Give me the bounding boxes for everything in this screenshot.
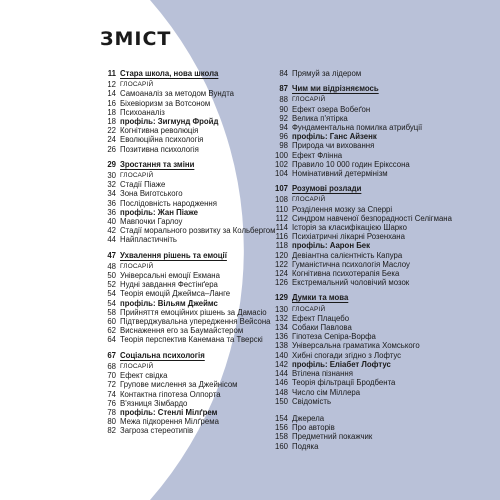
- toc-entry: [100, 417, 280, 426]
- toc-entry: [100, 108, 280, 117]
- toc-entry: [100, 235, 280, 244]
- profile-entry: [100, 117, 280, 126]
- entry-title: Ефект озера Вобеґон: [292, 104, 371, 114]
- entry-title: Свідомість: [292, 396, 332, 406]
- profile-entry: [272, 132, 467, 141]
- page-number: 72: [107, 380, 116, 390]
- entry-title: Когнітивна психотерапія Бека: [292, 269, 400, 279]
- entry-title: Прямуй за лідером: [292, 69, 362, 78]
- toc-entry: [100, 180, 280, 189]
- page-number: 64: [107, 335, 116, 345]
- toc-entry: [100, 135, 280, 144]
- entry-title: Групове мислення за Джейнісом: [120, 380, 238, 390]
- toc-entry: [272, 114, 467, 123]
- page-number: 12: [107, 80, 116, 90]
- entry-title: Природа чи виховання: [292, 141, 375, 151]
- page-number: 120: [274, 250, 288, 260]
- entry-title: профіль: Жан Піаже: [120, 207, 198, 217]
- entry-title: Психіатричні лікарні Розенхана: [292, 232, 405, 242]
- page-number: 150: [274, 396, 288, 406]
- page-number: 29: [107, 159, 116, 169]
- page-title: ЗМІСТ: [100, 28, 172, 50]
- page-number: 42: [107, 226, 116, 236]
- page-number: 60: [107, 317, 116, 327]
- entry-title: Позитивна психологія: [120, 144, 199, 154]
- page-number: 82: [107, 426, 116, 436]
- glossary-entry: [272, 95, 467, 104]
- entry-title: Девіантна салієнтність Капура: [292, 250, 403, 260]
- entry-title: Собаки Павлова: [292, 323, 352, 333]
- toc-entry: [100, 89, 280, 98]
- entry-title: Номінативний детермінізм: [292, 169, 388, 179]
- entry-title: ГЛОСАРІЙ: [120, 262, 154, 270]
- page-number: 92: [279, 113, 288, 123]
- entry-title: Самоаналіз за методом Вундта: [120, 89, 235, 99]
- page-number: 18: [107, 117, 116, 127]
- page-number: 78: [107, 407, 116, 417]
- page-number: 114: [275, 223, 288, 233]
- entry-title: Ефект Плацебо: [292, 313, 350, 323]
- toc-entry: [100, 145, 280, 154]
- page-number: 14: [107, 89, 116, 99]
- entry-title: Підтверджувальна упередження Вейсона: [120, 317, 271, 327]
- page-number: 76: [107, 398, 116, 408]
- page-number: 70: [107, 371, 116, 381]
- page-number: 18: [107, 107, 116, 117]
- entry-title: ГЛОСАРІЙ: [120, 172, 154, 180]
- entry-title: Про авторів: [292, 423, 335, 433]
- glossary-entry: [100, 362, 280, 371]
- toc-entry: [272, 223, 467, 232]
- page-number: 148: [274, 387, 288, 397]
- chapter-header: [100, 160, 280, 169]
- toc-entry: [272, 260, 467, 269]
- entry-title: Велика п'ятірка: [292, 113, 348, 123]
- chapter-header: [272, 84, 467, 93]
- page-number: 36: [107, 198, 116, 208]
- entry-title: Універсальні емоції Екмана: [120, 271, 220, 281]
- entry-title: ГЛОСАРІЙ: [292, 305, 326, 313]
- page-number: 107: [274, 184, 288, 194]
- entry-title: Історія за класифікацією Шарко: [292, 223, 407, 233]
- page-number: 134: [274, 323, 288, 333]
- entry-title: Ефект Флінна: [292, 150, 343, 160]
- page-number: 132: [274, 313, 288, 323]
- entry-title: ГЛОСАРІЙ: [292, 196, 326, 204]
- page-number: 47: [107, 250, 116, 260]
- entry-title: Думки та мова: [292, 293, 349, 303]
- entry-title: профіль: Стенлі Мілґрем: [120, 407, 218, 417]
- page-number: 160: [274, 441, 288, 451]
- entry-title: профіль: Еліабет Лофтус: [292, 359, 391, 369]
- entry-title: профіль: Зигмунд Фройд: [120, 117, 219, 127]
- toc-entry: [272, 232, 467, 241]
- toc-entry: [272, 351, 467, 360]
- toc-entry: [100, 126, 280, 135]
- chapter-header: [100, 251, 280, 260]
- profile-entry: [100, 208, 280, 217]
- page-number: 67: [107, 350, 116, 360]
- page-number: 62: [107, 326, 116, 336]
- toc-entry: [100, 99, 280, 108]
- profile-entry: [272, 241, 467, 250]
- page-number: 40: [107, 217, 116, 227]
- entry-title: Теорія емоцій Джеймса–Ланге: [120, 289, 231, 299]
- profile-entry: [272, 360, 467, 369]
- toc-entry: [272, 341, 467, 350]
- profile-entry: [100, 408, 280, 417]
- chapter-header: [100, 351, 280, 360]
- toc-entry: [100, 371, 280, 380]
- entry-title: Хибні спогади згідно з Лофтус: [292, 350, 402, 360]
- entry-title: Універсальна граматика Хомського: [292, 341, 420, 351]
- toc-entry: [100, 399, 280, 408]
- page-number: 90: [279, 104, 288, 114]
- chapter-section: [100, 351, 280, 436]
- toc-entry: [100, 189, 280, 198]
- toc-entry: [272, 251, 467, 260]
- page-number: 122: [274, 259, 288, 269]
- entry-title: Число сім Міллера: [292, 387, 361, 397]
- page-number: 104: [274, 169, 288, 179]
- toc-entry: [272, 432, 467, 441]
- toc-entry: [100, 271, 280, 280]
- page-number: 22: [107, 126, 116, 136]
- page-number: 74: [107, 389, 116, 399]
- entry-title: Психоаналіз: [120, 107, 165, 117]
- entry-title: Стадії Піаже: [120, 180, 166, 190]
- entry-title: Еволюційна психологія: [120, 135, 204, 145]
- toc-entry: [272, 69, 467, 78]
- toc-entry: [272, 388, 467, 397]
- page-number: 138: [274, 341, 288, 351]
- page-number: 44: [107, 235, 116, 245]
- page-number: 16: [107, 98, 116, 108]
- chapter-section: [272, 293, 467, 405]
- page-number: 58: [107, 307, 116, 317]
- toc-entry: [100, 199, 280, 208]
- entry-title: Гіпотеза Сепіра-Ворфа: [292, 332, 376, 342]
- contents-column-right: [272, 69, 467, 457]
- entry-title: Синдром навченої безпорадності Селігмана: [292, 213, 452, 223]
- entry-title: Ухвалення рішень та емоції: [120, 250, 227, 260]
- page-number: 118: [275, 241, 288, 251]
- toc-entry: [272, 169, 467, 178]
- entry-title: Когнітивна революція: [120, 126, 199, 136]
- entry-title: профіль: Аарон Бек: [292, 241, 371, 251]
- page-number: 116: [275, 232, 288, 242]
- glossary-entry: [272, 195, 467, 204]
- toc-entry: [272, 278, 467, 287]
- chapter-header: [272, 184, 467, 193]
- toc-entry: [272, 369, 467, 378]
- toc-entry: [272, 414, 467, 423]
- page-number: 126: [274, 278, 288, 288]
- entry-title: Нудні завдання Фестінґера: [120, 280, 218, 290]
- page-number: 94: [279, 123, 288, 133]
- toc-entry: [100, 380, 280, 389]
- page-number: 54: [107, 298, 116, 308]
- entry-title: Чим ми відрізняємось: [292, 84, 379, 94]
- page-number: 68: [107, 361, 116, 371]
- toc-entry: [272, 160, 467, 169]
- entry-title: Екстремальний чоловічий мозок: [292, 278, 410, 288]
- chapter-section: [272, 184, 467, 287]
- page-number: 24: [107, 135, 116, 145]
- page-number: 136: [274, 332, 288, 342]
- contents-column-left: [100, 69, 280, 442]
- page-number: 30: [107, 171, 116, 181]
- profile-entry: [100, 299, 280, 308]
- entry-title: Розумові розлади: [292, 184, 362, 194]
- page-number: 84: [279, 69, 288, 78]
- entry-title: Втілена пізнання: [292, 369, 353, 379]
- entry-title: Соціальна психологія: [120, 350, 205, 360]
- page-number: 124: [274, 269, 288, 279]
- entry-title: Прийняття емоційних рішень за Дамасіо: [120, 307, 267, 317]
- page-number: 54: [107, 289, 116, 299]
- entry-title: В'язниця Зімбардо: [120, 398, 188, 408]
- continued-entry: [272, 69, 467, 78]
- toc-entry: [272, 123, 467, 132]
- entry-title: ГЛОСАРІЙ: [120, 362, 154, 370]
- entry-title: Фундаментальна помилка атрибуції: [292, 123, 423, 133]
- entry-title: Межа підкорення Мілґрема: [120, 417, 219, 427]
- toc-entry: [100, 317, 280, 326]
- page-number: 36: [107, 207, 116, 217]
- page-number: 156: [274, 423, 288, 433]
- entry-title: Правило 10 000 годин Ерікссона: [292, 159, 410, 169]
- glossary-entry: [100, 262, 280, 271]
- glossary-entry: [100, 80, 280, 89]
- toc-entry: [100, 426, 280, 435]
- entry-title: Стара школа, нова школа: [120, 69, 219, 78]
- entry-title: Зона Виготського: [120, 189, 183, 199]
- entry-title: Теорія фільтрації Бродбента: [292, 378, 396, 388]
- chapter-section: [100, 251, 280, 345]
- page-number: 26: [107, 144, 116, 154]
- toc-entry: [272, 314, 467, 323]
- page-number: 88: [279, 95, 288, 105]
- toc-entry: [100, 217, 280, 226]
- page-number: 98: [279, 141, 288, 151]
- toc-entry: [272, 442, 467, 451]
- entry-title: Розділення мозку за Сперрі: [292, 204, 393, 214]
- toc-entry: [100, 280, 280, 289]
- entry-title: ГЛОСАРІЙ: [120, 81, 154, 89]
- page-number: 11: [107, 69, 116, 78]
- entry-title: Ефект свідка: [120, 371, 168, 381]
- entry-title: Подяка: [292, 441, 319, 451]
- toc-entry: [272, 323, 467, 332]
- entry-title: Контактна гіпотеза Олпорта: [120, 389, 221, 399]
- entry-title: Біхевіоризм за Вотсоном: [120, 98, 211, 108]
- entry-title: Зростання та зміни: [120, 159, 195, 169]
- glossary-entry: [100, 171, 280, 180]
- toc-entry: [100, 289, 280, 298]
- entry-title: Виснаження его за Баумайстером: [120, 326, 244, 336]
- page-number: 140: [274, 350, 288, 360]
- chapter-section: [272, 84, 467, 178]
- chapter-header: [100, 69, 280, 78]
- entry-title: Найпластичніть: [120, 235, 177, 245]
- entry-title: Теорія перспектив Канемана та Тверскі: [120, 335, 263, 345]
- page-number: 50: [107, 271, 116, 281]
- toc-entry: [272, 332, 467, 341]
- page-number: 100: [274, 150, 288, 160]
- toc-entry: [100, 390, 280, 399]
- entry-title: Стадії морального розвитку за Кольбергом: [120, 226, 276, 236]
- page-number: 108: [274, 195, 288, 205]
- chapter-header: [272, 293, 467, 302]
- page-number: 129: [274, 293, 288, 303]
- toc-entry: [100, 226, 280, 235]
- chapter-section: [100, 69, 280, 154]
- entry-title: Гуманістична психологія Маслоу: [292, 259, 410, 269]
- page-number: 32: [107, 180, 116, 190]
- page-number: 154: [274, 413, 288, 423]
- toc-entry: [272, 397, 467, 406]
- page-number: 130: [274, 304, 288, 314]
- glossary-entry: [272, 305, 467, 314]
- toc-entry: [272, 105, 467, 114]
- page-number: 158: [274, 432, 288, 442]
- page-number: 142: [274, 359, 288, 369]
- entry-title: Загроза стереотипів: [120, 426, 194, 436]
- toc-entry: [100, 308, 280, 317]
- page-number: 144: [274, 369, 288, 379]
- page-number: 34: [107, 189, 116, 199]
- back-matter: [272, 414, 467, 451]
- toc-entry: [272, 269, 467, 278]
- toc-entry: [272, 141, 467, 150]
- entry-title: профіль: Ганс Айзенк: [292, 132, 377, 142]
- toc-entry: [100, 335, 280, 344]
- entry-title: Джерела: [292, 413, 325, 423]
- entry-title: Мавпочки Гарлоу: [120, 217, 183, 227]
- page-number: 80: [107, 417, 116, 427]
- page-number: 110: [275, 204, 288, 214]
- toc-entry: [272, 423, 467, 432]
- toc-entry: [272, 214, 467, 223]
- entry-title: ГЛОСАРІЙ: [292, 96, 326, 104]
- toc-entry: [100, 326, 280, 335]
- entry-title: Предметний покажчик: [292, 432, 373, 442]
- page-number: 87: [279, 84, 288, 94]
- toc-entry: [272, 151, 467, 160]
- toc-entry: [272, 205, 467, 214]
- page-number: 146: [274, 378, 288, 388]
- page-number: 102: [274, 159, 288, 169]
- entry-title: Послідовність народження: [120, 198, 217, 208]
- entry-title: профіль: Вільям Джеймс: [120, 298, 218, 308]
- page-number: 52: [107, 280, 116, 290]
- chapter-section: [100, 160, 280, 245]
- page-number: 48: [107, 261, 116, 271]
- page-number: 96: [279, 132, 288, 142]
- page-number: 112: [275, 213, 288, 223]
- toc-entry: [272, 378, 467, 387]
